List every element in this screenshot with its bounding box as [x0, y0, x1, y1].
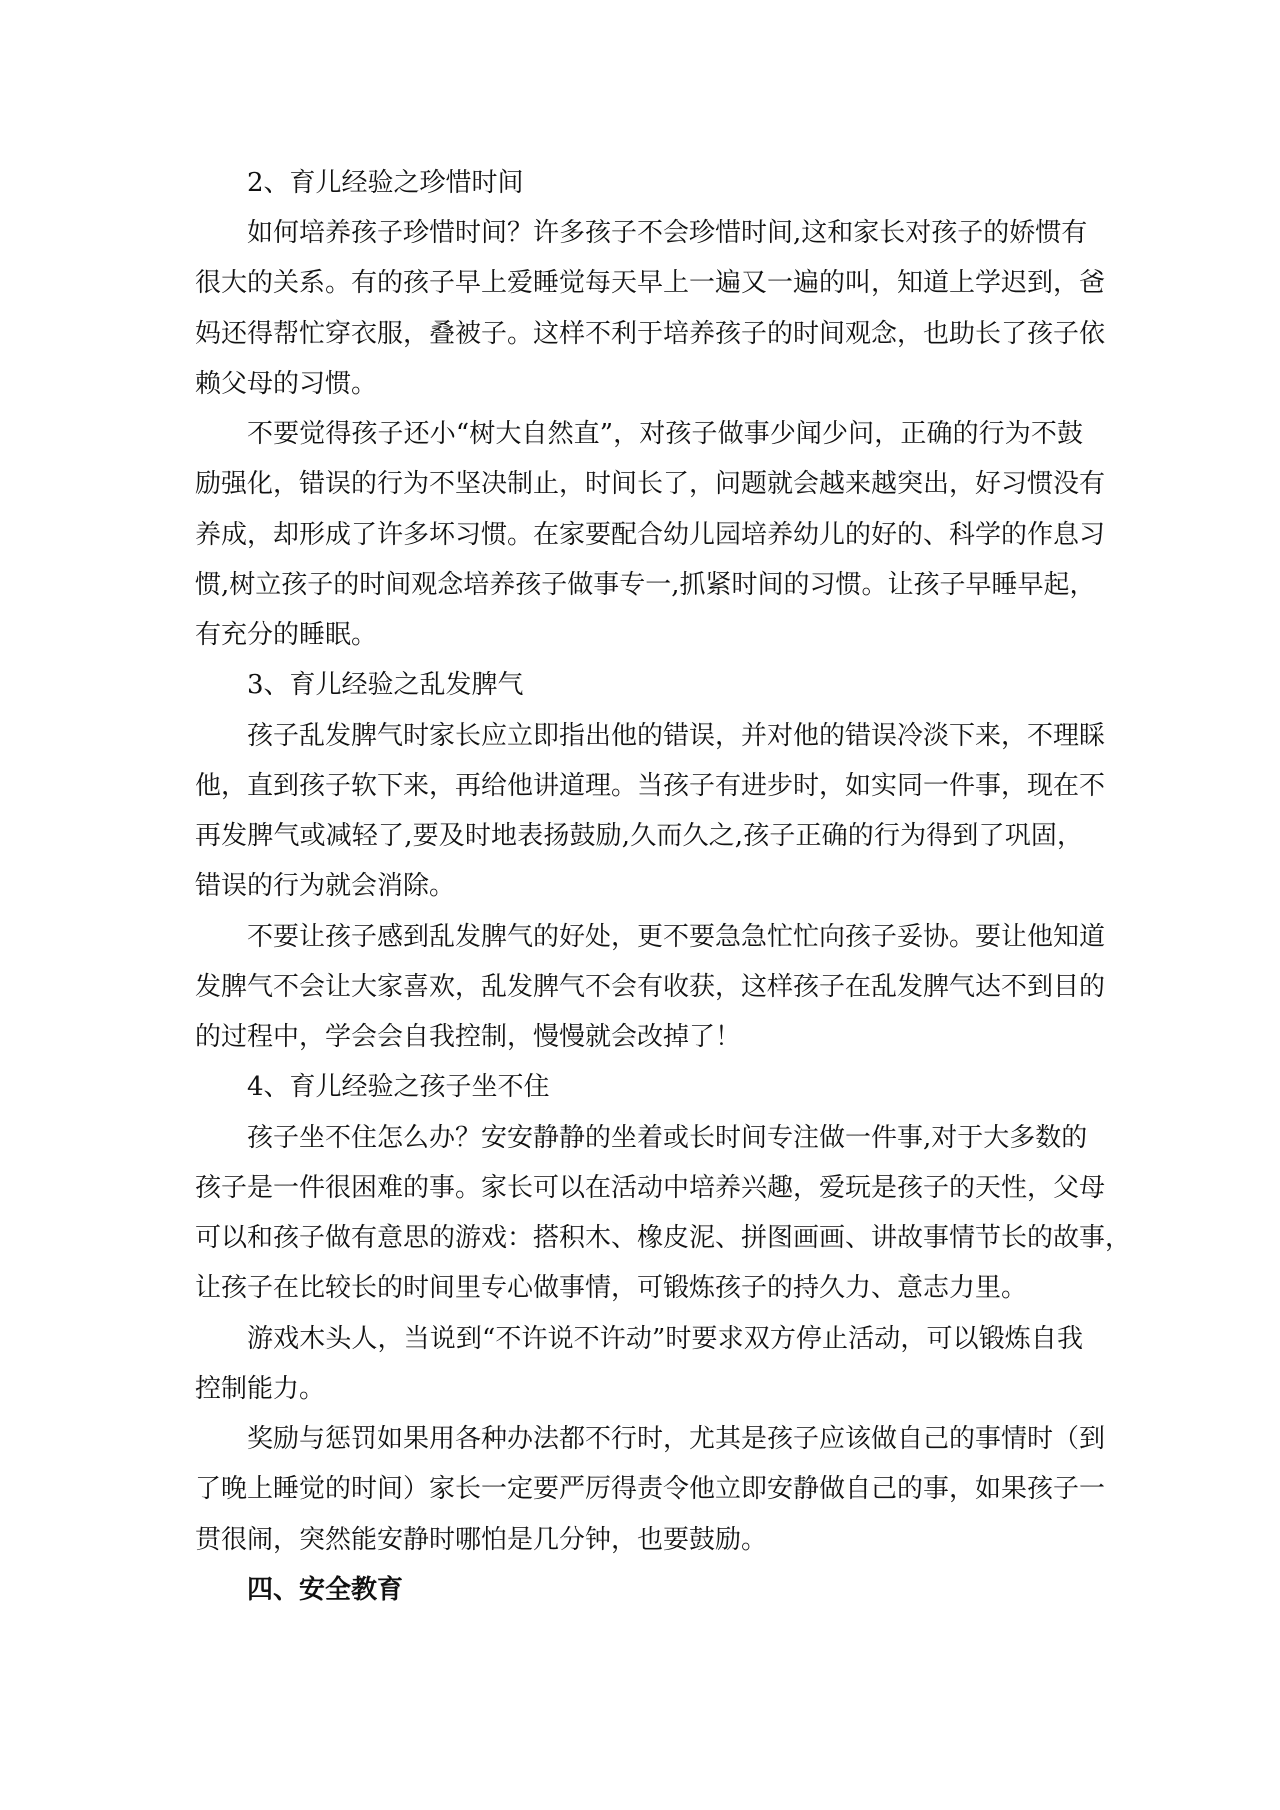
- paragraph-line: 游戏木头人，当说到“不许说不许动”时要求双方停止活动，可以锻炼自我: [247, 1324, 1083, 1354]
- paragraph-line: 错误的行为就会消除。: [195, 871, 456, 901]
- paragraph-line: 如何培养孩子珍惜时间？许多孩子不会珍惜时间,这和家长对孩子的娇惯有: [247, 218, 1088, 248]
- paragraph-line: 有充分的睡眠。: [195, 620, 378, 650]
- paragraph-line: 发脾气不会让大家喜欢，乱发脾气不会有收获，这样孩子在乱发脾气达不到目的: [195, 972, 1106, 1002]
- section-heading: 4、育儿经验之孩子坐不住: [247, 1072, 550, 1102]
- paragraph-line: 控制能力。: [195, 1374, 326, 1404]
- paragraph-line: 孩子坐不住怎么办？安安静静的坐着或长时间专注做一件事,对于大多数的: [247, 1123, 1088, 1153]
- paragraph-line: 贯很闹，突然能安静时哪怕是几分钟，也要鼓励。: [195, 1525, 768, 1555]
- paragraph-line: 了晚上睡觉的时间）家长一定要严厉得责令他立即安静做自己的事，如果孩子一: [195, 1474, 1106, 1504]
- paragraph-line: 惯,树立孩子的时间观念培养孩子做事专一,抓紧时间的习惯。让孩子早睡早起，: [195, 570, 1096, 600]
- paragraph-line: 妈还得帮忙穿衣服，叠被子。这样不利于培养孩子的时间观念，也助长了孩子依: [195, 319, 1106, 349]
- paragraph-line: 可以和孩子做有意思的游戏：搭积木、橡皮泥、拼图画画、讲故事情节长的故事，: [195, 1223, 1132, 1253]
- paragraph-line: 让孩子在比较长的时间里专心做事情，可锻炼孩子的持久力、意志力里。: [195, 1273, 1028, 1303]
- chapter-heading: 四、安全教育: [247, 1575, 404, 1605]
- paragraph-line: 养成，却形成了许多坏习惯。在家要配合幼儿园培养幼儿的好的、科学的作息习: [195, 520, 1106, 550]
- paragraph-line: 的过程中，学会会自我控制，慢慢就会改掉了！: [195, 1022, 742, 1052]
- paragraph-line: 赖父母的习惯。: [195, 369, 378, 399]
- paragraph-line: 励强化，错误的行为不坚决制止，时间长了，问题就会越来越突出，好习惯没有: [195, 469, 1106, 499]
- paragraph-line: 孩子乱发脾气时家长应立即指出他的错误，并对他的错误冷淡下来，不理睬: [247, 721, 1106, 751]
- paragraph-line: 很大的关系。有的孩子早上爱睡觉每天早上一遍又一遍的叫，知道上学迟到，爸: [195, 268, 1106, 298]
- section-heading: 3、育儿经验之乱发脾气: [247, 670, 524, 700]
- section-heading: 2、育儿经验之珍惜时间: [247, 168, 524, 198]
- paragraph-line: 不要让孩子感到乱发脾气的好处，更不要急急忙忙向孩子妥协。要让他知道: [247, 922, 1106, 952]
- paragraph-line: 奖励与惩罚如果用各种办法都不行时，尤其是孩子应该做自己的事情时（到: [247, 1424, 1106, 1454]
- paragraph-line: 再发脾气或减轻了,要及时地表扬鼓励,久而久之,孩子正确的行为得到了巩固，: [195, 821, 1083, 851]
- paragraph-line: 他，直到孩子软下来，再给他讲道理。当孩子有进步时，如实同一件事，现在不: [195, 771, 1106, 801]
- paragraph-line: 孩子是一件很困难的事。家长可以在活动中培养兴趣，爱玩是孩子的天性，父母: [195, 1173, 1106, 1203]
- paragraph-line: 不要觉得孩子还小“树大自然直”，对孩子做事少闻少问，正确的行为不鼓: [247, 419, 1083, 449]
